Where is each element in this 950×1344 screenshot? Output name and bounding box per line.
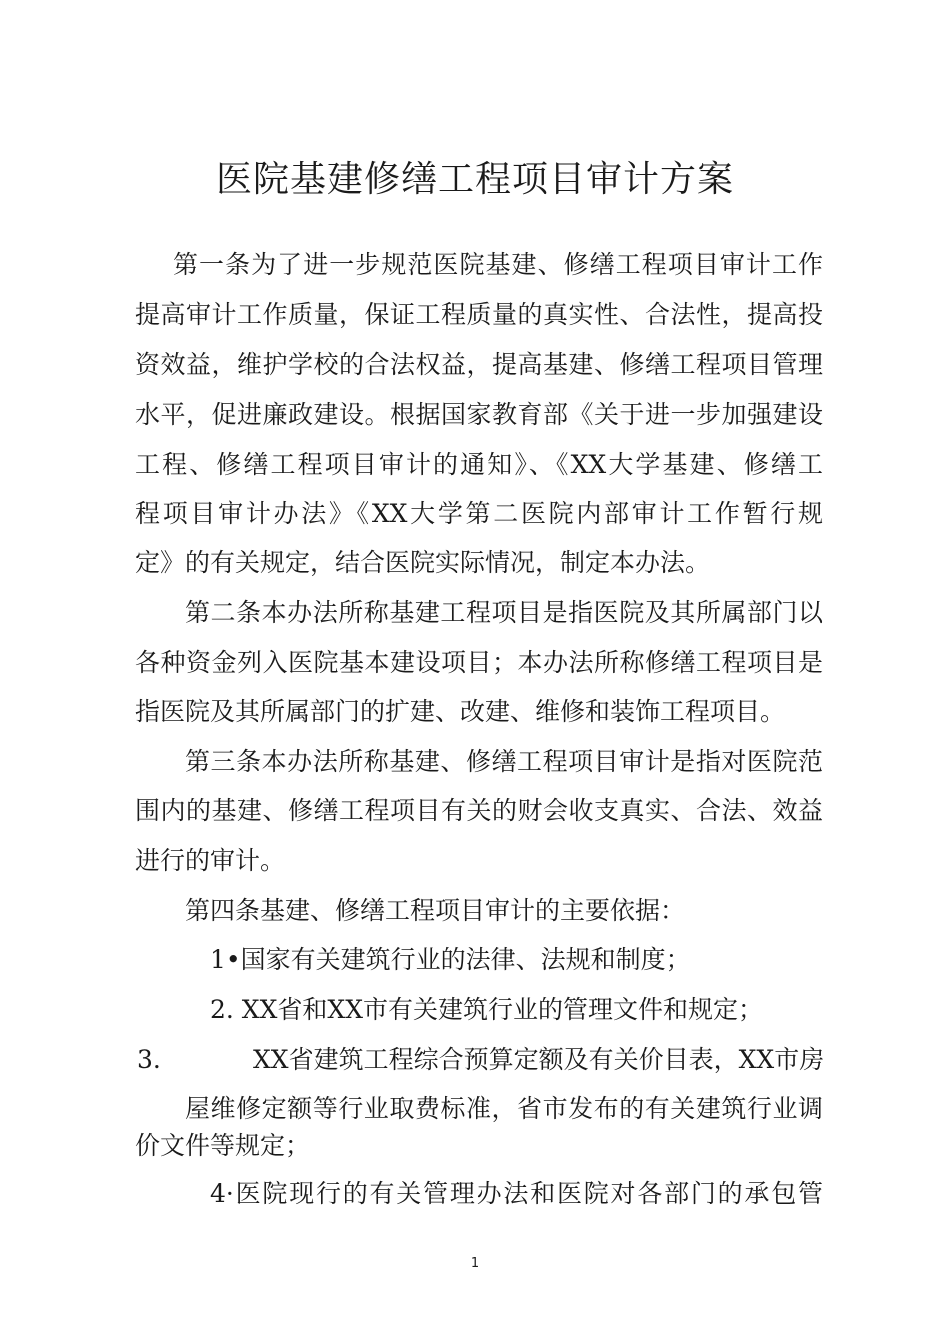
article-4-item-3-line-1: XX省建筑工程综合预算定额及有关价目表，XX市房 xyxy=(253,1045,825,1074)
article-3-line-2: 围内的基建、修缮工程项目有关的财会收支真实、合法、效益 xyxy=(135,796,823,825)
article-1-line-2: 提高审计工作质量，保证工程质量的真实性、合法性，提高投 xyxy=(135,300,823,329)
article-2-line-1: 第二条本办法所称基建工程项目是指医院及其所属部门以 xyxy=(185,598,823,627)
page-number: 1 xyxy=(470,1256,480,1271)
article-4-item-3-line-3: 价文件等规定； xyxy=(135,1131,311,1160)
article-4-item-1: 1•国家有关建筑行业的法律、法规和制度； xyxy=(210,945,691,974)
article-1-line-6: 程项目审计办法》《XX大学第二医院内部审计工作暂行规 xyxy=(135,499,823,528)
article-4-item-3-line-2: 屋维修定额等行业取费标准，省市发布的有关建筑行业调 xyxy=(185,1094,823,1123)
article-4-line-1: 第四条基建、修缮工程项目审计的主要依据： xyxy=(185,896,686,925)
article-1-line-4: 水平，促进廉政建设。根据国家教育部《关于进一步加强建设 xyxy=(135,400,823,429)
document-title: 医院基建修缮工程项目审计方案 xyxy=(215,159,734,200)
article-4-item-4-line-1: 4·医院现行的有关管理办法和医院对各部门的承包管 xyxy=(210,1179,823,1208)
article-1-line-7: 定》的有关规定，结合医院实际情况，制定本办法。 xyxy=(135,548,711,577)
article-2-line-3: 指医院及其所属部门的扩建、改建、维修和装饰工程项目。 xyxy=(135,697,786,726)
article-4-item-2: 2. XX省和XX市有关建筑行业的管理文件和规定； xyxy=(210,995,763,1024)
article-4-item-3-number: 3. xyxy=(137,1045,161,1074)
article-3-line-3: 进行的审计。 xyxy=(135,846,286,875)
article-1-line-1: 第一条为了进一步规范医院基建、修缮工程项目审计工作 xyxy=(173,250,823,279)
article-1-line-5: 工程、修缮工程项目审计的通知》、《XX大学基建、修缮工 xyxy=(135,450,823,479)
article-3-line-1: 第三条本办法所称基建、修缮工程项目审计是指对医院范 xyxy=(185,747,823,776)
article-1-line-3: 资效益，维护学校的合法权益，提高基建、修缮工程项目管理 xyxy=(135,350,823,379)
article-2-line-2: 各种资金列入医院基本建设项目；本办法所称修缮工程项目是 xyxy=(135,648,823,677)
